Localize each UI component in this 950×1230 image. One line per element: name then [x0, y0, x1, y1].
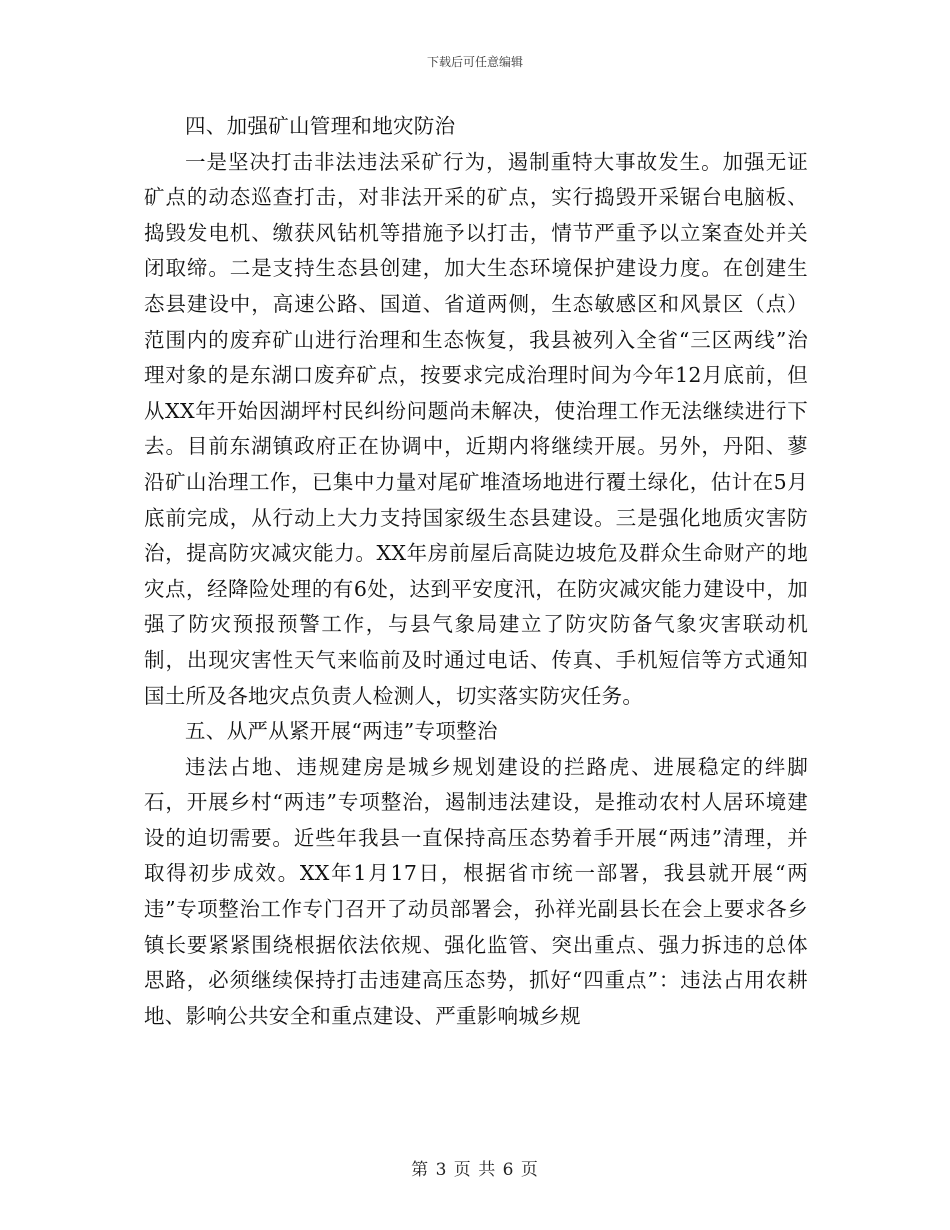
body-paragraph: 违法占地、违规建房是城乡规划建设的拦路虎、进展稳定的绊脚石，开展乡村“两违”专项整治，遏制违法建设，是推动农村人居环境建设的迫切需要。近些年我县一直保持高压态势着手开展“两违”清理，并取得初步成效。XX年1月17日，根据省市统一部署，我县就开展“两违”专项整治工作专门召开了动员部署会，孙祥光副县长在会上要求各乡镇长要紧紧围绕根据依法依规、强化监管、突出重点、强力拆违的总体思路，必须继续保持打击违建高压态势，抓好“四重点”：违法占用农耕地、影响公共安全和重点建设、严重影响城乡规 [144, 754, 808, 1028]
page-number-footer: 第 3 页 共 6 页 [411, 1160, 539, 1180]
section-heading-five: 五、从严从紧开展“两违”专项整治 [185, 719, 498, 744]
page-header-note: 下载后可任意编辑 [426, 55, 523, 69]
document-body [144, 109, 808, 1034]
section-heading-four: 四、加强矿山管理和地灾防治 [185, 114, 456, 138]
body-paragraph: 一是坚决打击非法违法采矿行为，遏制重特大事故发生。加强无证矿点的动态巡查打击，对非法开采的矿点，实行捣毁开采锯台电脑板、捣毁发电机、缴获风钻机等措施予以打击，情节严重予以立案查处并关闭取缔。二是支持生态县创建，加大生态环境保护建设力度。在创建生态县建设中，高速公路、国道、省道两侧，生态敏感区和风景区（点）范围内的废弃矿山进行治理和生态恢复，我县被列入全省“三区两线”治理对象的是东湖口废弃矿点，按要求完成治理时间为今年12月底前，但从XX年开始因湖坪村民纠纷问题尚未解决，使治理工作无法继续进行下去。目前东湖镇政府正在协调中，近期内将继续开展。另外，丹阳、蓼沿矿山治理工作，已集中力量对尾矿堆渣场地进行覆土绿化，估计在5月底前完成，从行动上大力支持国家级生态县建设。三是强化地质灾害防治，提高防灾减灾能力。XX年房前屋后高陡边坡危及群众生命财产的地灾点，经降险处理的有6处，达到平安度汛，在防灾减灾能力建设中，加强了防灾预报预警工作，与县气象局建立了防灾防备气象灾害联动机制，出现灾害性天气来临前及时通过电话、传真、手机短信等方式通知国土所及各地灾点负责人检测人，切实落实防灾任务。 [144, 149, 808, 708]
